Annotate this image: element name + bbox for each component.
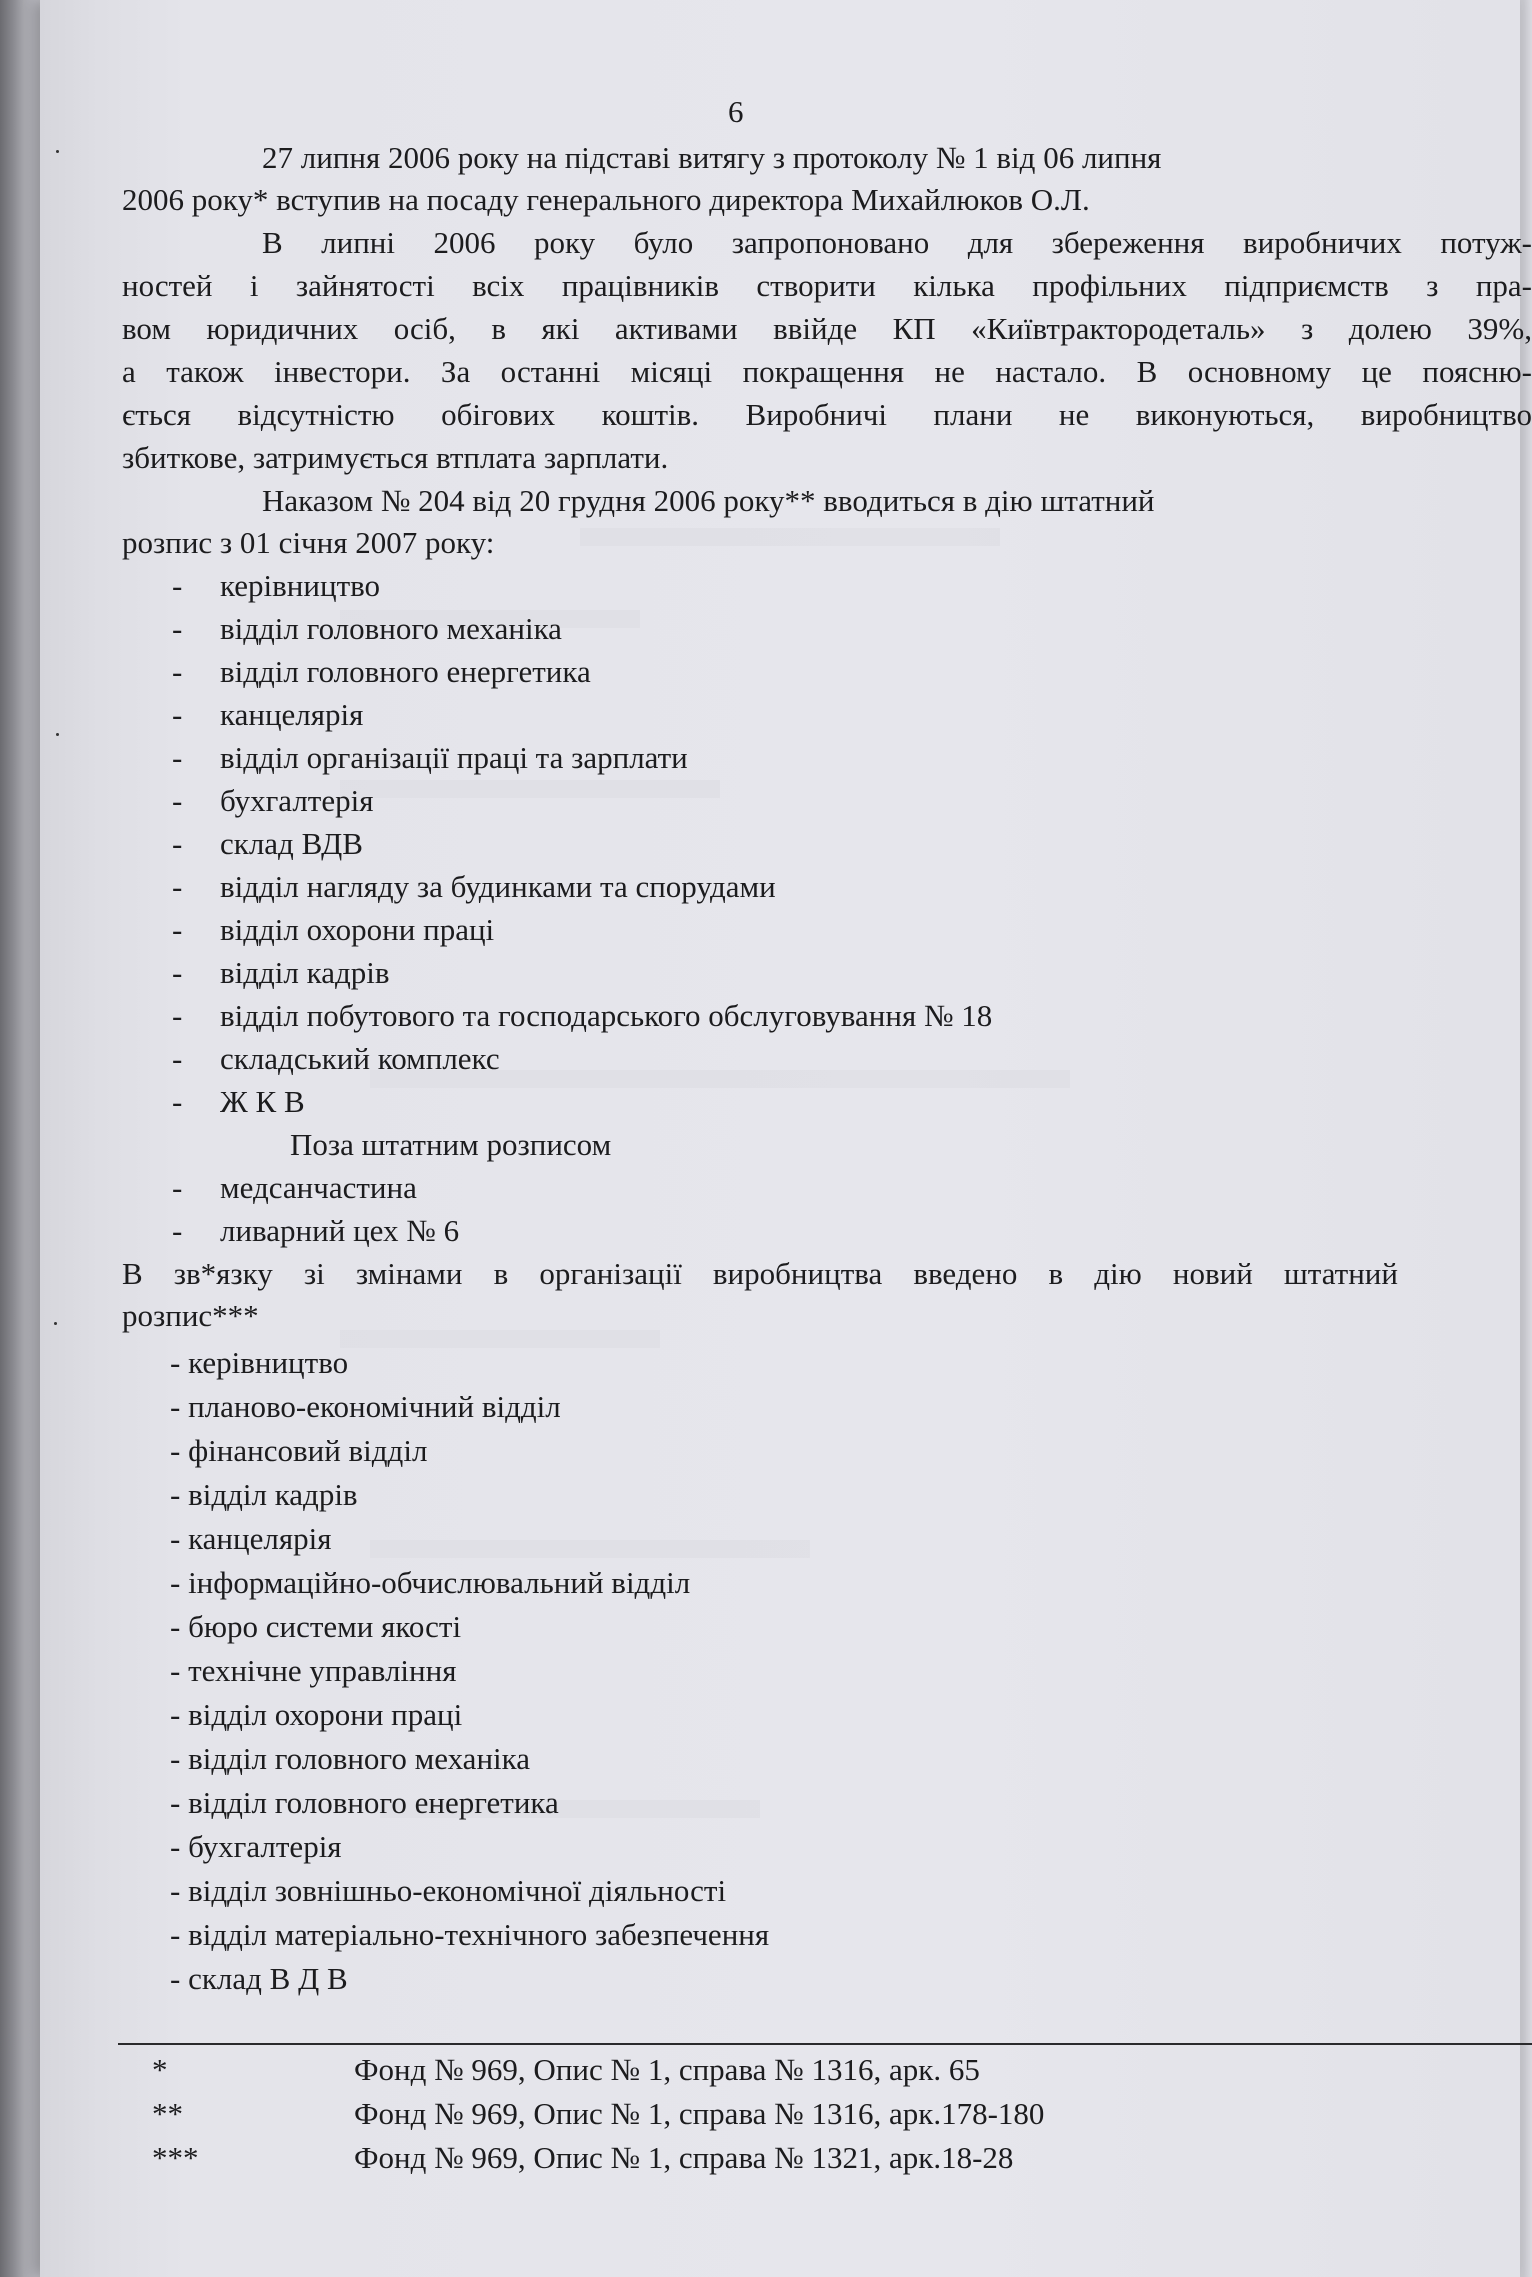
outside-staff-heading: Поза штатним розписом <box>290 1127 612 1162</box>
new-staff-section <box>40 0 1520 2010</box>
list-item: - канцелярія <box>170 1521 332 1556</box>
list-dash: - <box>172 869 183 904</box>
list-item: - фінансовий відділ <box>170 1433 428 1468</box>
list-dash: - <box>172 697 183 732</box>
list-item: - відділ охорони праці <box>170 1697 463 1732</box>
list-item-label: складський комплекс <box>220 1041 500 1076</box>
list-dash: - <box>172 998 183 1033</box>
scan-speck <box>54 1322 57 1325</box>
paragraph-2-line-1: В липні 2006 року було запропоновано для збереження виробничих потуж- <box>262 225 1532 260</box>
paragraph-2-line-5: ється відсутністю обігових коштів. Виробничі плани не виконуються, виробництво <box>122 397 1532 432</box>
list-item-label: Ж К В <box>220 1084 305 1119</box>
footnote-mark: *** <box>152 2140 199 2175</box>
list-item-label: керівництво <box>220 568 381 603</box>
list-item-label: відділ головного механіка <box>220 611 562 646</box>
paragraph-3-line-2: розпис з 01 січня 2007 року: <box>122 525 495 560</box>
paragraph-2-line-3: вом юридичних осіб, в які активами ввійде КП «Київтрактородеталь» з долею 39%, <box>122 311 1532 346</box>
list-item-label: канцелярія <box>220 697 364 732</box>
list-dash: - <box>172 611 183 646</box>
list-item: - технічне управління <box>170 1653 457 1688</box>
list-dash: - <box>172 1170 183 1205</box>
list-item: - бюро системи якості <box>170 1609 462 1644</box>
list-item: - планово-економічний відділ <box>170 1389 561 1424</box>
list-item: - відділ матеріально-технічного забезпечення <box>170 1917 770 1952</box>
paragraph-3-line-1: Наказом № 204 від 20 грудня 2006 року** вводиться в дію штатний <box>262 483 1155 518</box>
list-item: - керівництво <box>170 1345 349 1380</box>
list-dash: - <box>172 1041 183 1076</box>
list-dash: - <box>172 912 183 947</box>
list-item-label: відділ кадрів <box>220 955 390 990</box>
paragraph-2-line-4: а також інвестори. За останні місяці покращення не настало. В основному це поясню- <box>122 354 1532 389</box>
list-dash: - <box>172 826 183 861</box>
list-item: - відділ головного механіка <box>170 1741 530 1776</box>
list-dash: - <box>172 1213 183 1248</box>
paragraph-2-line-6: збиткове, затримується втплата зарплати. <box>122 440 669 475</box>
list-item: - відділ головного енергетика <box>170 1785 559 1820</box>
footnote-reference: Фонд № 969, Опис № 1, справа № 1316, арк. 65 <box>354 2052 980 2087</box>
list-dash: - <box>172 568 183 603</box>
list-item: - інформаційно-обчислювальний відділ <box>170 1565 691 1600</box>
page-number: 6 <box>728 94 744 129</box>
list-item-label: відділ охорони праці <box>220 912 495 947</box>
footnote-mark: * <box>152 2052 168 2087</box>
new-intro-line-1: В зв*язку зі змінами в організації виробництва введено в дію новий штатний <box>122 1256 1398 1291</box>
list-dash: - <box>172 740 183 775</box>
list-item-label: відділ головного енергетика <box>220 654 591 689</box>
list-item: - відділ кадрів <box>170 1477 358 1512</box>
paragraph-1-line-1: 27 липня 2006 року на підставі витягу з протоколу № 1 від 06 липня <box>262 140 1162 175</box>
list-item: - відділ зовнішньо-економічної діяльності <box>170 1873 727 1908</box>
footnote-rule <box>118 2043 1532 2045</box>
list-dash: - <box>172 955 183 990</box>
new-intro-line-2: розпис*** <box>122 1298 259 1333</box>
footnote-mark: ** <box>152 2096 183 2131</box>
paragraph-2-line-2: ностей і зайнятості всіх працівників створити кілька профільних підприємств з пра- <box>122 268 1532 303</box>
list-dash: - <box>172 654 183 689</box>
paragraph-1-line-2: 2006 року* вступив на посаду генерального директора Михайлюков О.Л. <box>122 182 1090 217</box>
list-item-label: відділ нагляду за будинками та спорудами <box>220 869 776 904</box>
list-item-label: відділ організації праці та зарплати <box>220 740 688 775</box>
scan-speck <box>56 150 59 153</box>
list-dash: - <box>172 783 183 818</box>
list-item-label: склад ВДВ <box>220 826 363 861</box>
list-item-label: ливарний цех № 6 <box>220 1213 460 1248</box>
list-item: - бухгалтерія <box>170 1829 342 1864</box>
scan-speck <box>56 733 59 736</box>
list-item: - склад В Д В <box>170 1961 348 1996</box>
list-item-label: бухгалтерія <box>220 783 374 818</box>
list-item-label: відділ побутового та господарського обслуговування № 18 <box>220 998 993 1033</box>
paper-sheet <box>40 0 1532 2277</box>
footnote-reference: Фонд № 969, Опис № 1, справа № 1316, арк.178-180 <box>354 2096 1045 2131</box>
list-item-label: медсанчастина <box>220 1170 417 1205</box>
footnote-reference: Фонд № 969, Опис № 1, справа № 1321, арк.18-28 <box>354 2140 1014 2175</box>
list-dash: - <box>172 1084 183 1119</box>
